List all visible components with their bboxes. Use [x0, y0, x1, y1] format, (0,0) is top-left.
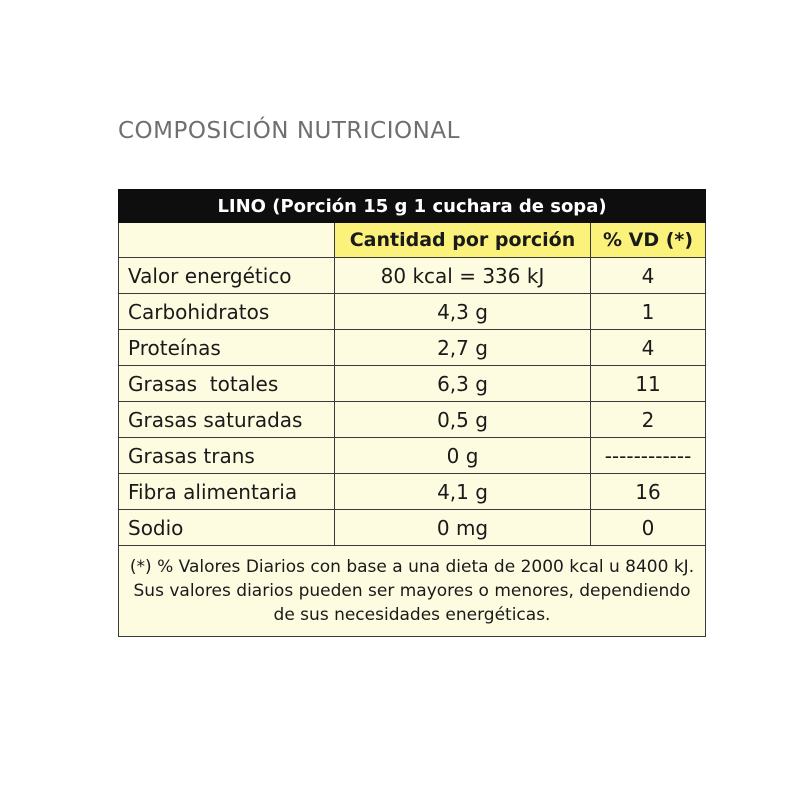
table-row: [119, 402, 706, 438]
nutrient-vd: 11: [591, 366, 706, 402]
nutrient-amount: 6,3 g: [335, 366, 591, 402]
header-amount: Cantidad por porción: [335, 223, 591, 258]
nutrient-name: Carbohidratos: [119, 294, 335, 330]
nutrient-name: Grasas totales: [119, 366, 335, 402]
table-row: [119, 330, 706, 366]
nutrient-name: Fibra alimentaria: [119, 474, 335, 510]
nutrient-amount: 0,5 g: [335, 402, 591, 438]
page-title: COMPOSICIÓN NUTRICIONAL: [118, 118, 460, 144]
nutrient-name: Valor energético: [119, 258, 335, 294]
nutrient-vd: 0: [591, 510, 706, 546]
nutrient-vd: 16: [591, 474, 706, 510]
table-row: [119, 258, 706, 294]
header-vd: % VD (*): [591, 223, 706, 258]
header-nutrient: [119, 223, 335, 258]
nutrient-vd: ------------: [591, 438, 706, 474]
nutrient-name: Sodio: [119, 510, 335, 546]
table-header-row: [119, 223, 706, 258]
table-row: [119, 474, 706, 510]
nutrient-vd: 4: [591, 330, 706, 366]
nutrient-amount: 2,7 g: [335, 330, 591, 366]
nutrient-vd: 2: [591, 402, 706, 438]
table-row: [119, 294, 706, 330]
nutrient-vd: 1: [591, 294, 706, 330]
table-row: [119, 510, 706, 546]
nutrient-amount: 80 kcal = 336 kJ: [335, 258, 591, 294]
nutrient-name: Grasas saturadas: [119, 402, 335, 438]
nutrient-name: Proteínas: [119, 330, 335, 366]
footnote-row: [119, 546, 706, 637]
nutrient-amount: 0 mg: [335, 510, 591, 546]
table-title-row: [119, 190, 706, 223]
nutrient-name: Grasas trans: [119, 438, 335, 474]
nutrient-vd: 4: [591, 258, 706, 294]
table-row: [119, 438, 706, 474]
nutrition-table: [118, 189, 706, 637]
nutrient-amount: 4,3 g: [335, 294, 591, 330]
table-footnote: (*) % Valores Diarios con base a una dieta de 2000 kcal u 8400 kJ. Sus valores diarios pueden ser mayores o menores, dependiendo de sus necesidades energéticas.: [119, 546, 706, 637]
nutrient-amount: 4,1 g: [335, 474, 591, 510]
table-caption: LINO (Porción 15 g 1 cuchara de sopa): [119, 190, 706, 223]
table-row: [119, 366, 706, 402]
nutrient-amount: 0 g: [335, 438, 591, 474]
